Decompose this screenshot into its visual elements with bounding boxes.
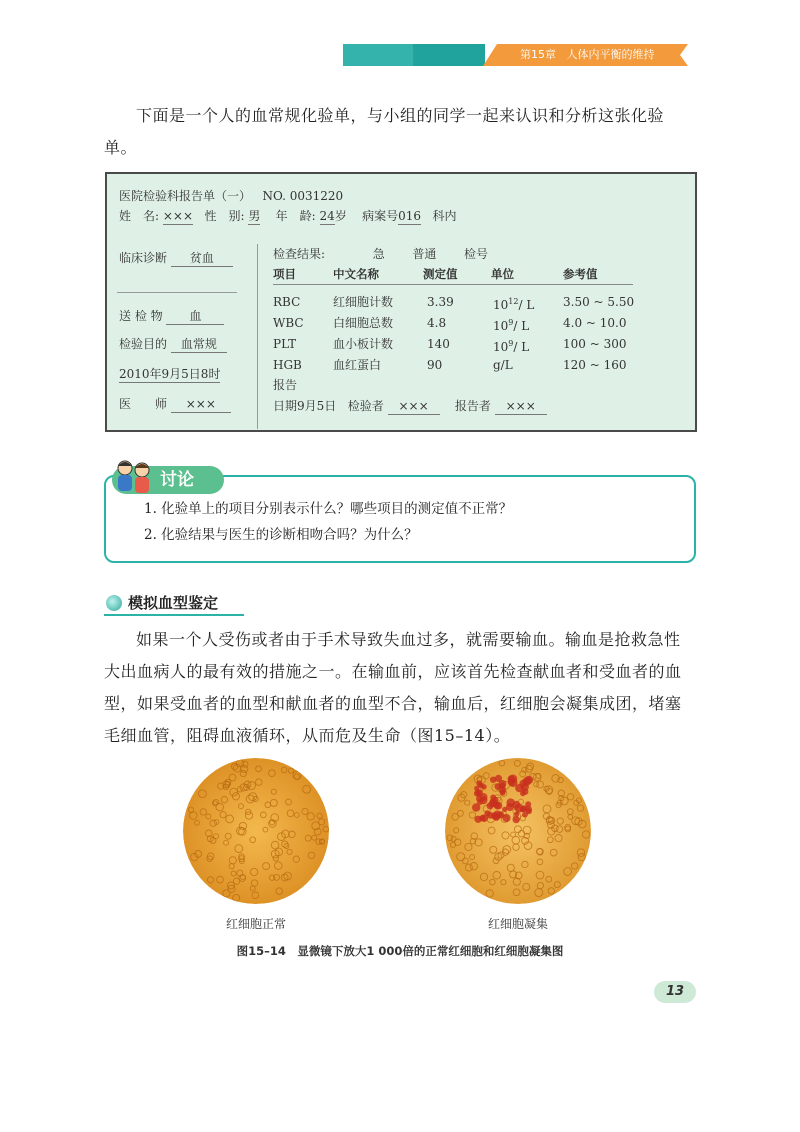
agglutinated-cells-svg: [445, 758, 591, 904]
report-divider-vertical: [257, 244, 258, 429]
header-band-teal-dark: [413, 44, 485, 66]
patient-info: 姓 名: ××× 性 别: 男 年 龄: 24岁 病案号016 科内: [119, 209, 457, 223]
chapter-title: 人体内平衡的维持: [566, 48, 655, 61]
report-title: 医院检验科报告单（一） NO. 0031220: [119, 189, 344, 203]
section-title: 模拟血型鉴定: [128, 594, 219, 612]
patient-name: ×××: [162, 209, 194, 223]
purpose: 检验目的 血常规: [119, 336, 227, 353]
discussion-label: 讨论: [160, 470, 194, 490]
lab-report: 医院检验科报告单（一） NO. 0031220 姓 名: ××× 性 别: 男 年 龄: 24岁 病案号016 科内 临床诊断 贫血 送 检 物 血 检验目的 血常规 2010年9月5日8时 医 师 ××× 检查结果: 急 普通 检号 项目 中文名称 测定值 单位 参考值 RBC 红细胞计数 3.39 $10^{12}/$ L 3.50 ~ 5.50 WBC 白细胞总数 4.8 $10^9/$ L 4.0 ~ 10.0 PLT 血小板计数 140 $10^9/$ L 100 ~ 300 HGB 血红蛋白 90 g/L 120 ~ 160 报告 日期9月5日 检验者 ××× 报告者 ×××: [105, 172, 697, 432]
students-icon: [112, 458, 156, 498]
normal-red-blood-cells-image: [183, 758, 329, 904]
discussion-question-2: 2. 化验结果与医生的诊断相吻合吗？为什么？: [144, 527, 418, 543]
normal-cells-svg: [183, 758, 329, 904]
patient-age: 24: [319, 209, 335, 223]
diagnosis-value: 贫血: [171, 250, 233, 267]
intro-paragraph: 下面是一个人的血常规化验单，与小组的同学一起来认识和分析这张化验单。: [104, 106, 665, 157]
agglutinated-red-blood-cells-image: [445, 758, 591, 904]
page-number: 13: [654, 981, 696, 1003]
doctor-value: ×××: [171, 396, 231, 413]
section-body: 如果一个人受伤或者由于手术导致失血过多，就需要输血。输血是抢救急性大出血病人的最有效的措施之一。在输血前，应该首先检查献血者和受血者的血型，如果受血者的血型和献血者的血型不合，输血后，红细胞会凝集成团，堵塞毛细血管，阻碍血液循环，从而危及生命（图15–14）。: [104, 630, 682, 745]
sample-date: 2010年9月5日8时: [119, 367, 221, 381]
result-header: 检查结果: 急 普通 检号: [273, 247, 489, 261]
sample: 送 检 物 血: [119, 308, 224, 325]
divider: [117, 292, 237, 293]
purpose-value: 血常规: [171, 336, 227, 353]
department: 科内: [432, 209, 457, 223]
running-header: [520, 46, 690, 64]
bullet-icon: [106, 595, 122, 611]
diagnosis: 临床诊断 贫血: [119, 250, 233, 267]
report-number: NO. 0031220: [262, 189, 344, 203]
patient-sex: 男: [248, 209, 261, 223]
caption-agglutinated: 红细胞凝集: [487, 917, 548, 931]
figure-caption: 图15–14 显微镜下放大1 000倍的正常红细胞和红细胞凝集图: [236, 944, 564, 958]
case-number: 016: [398, 209, 422, 223]
section-title-underline: [104, 614, 244, 616]
table-header-line: [273, 284, 633, 285]
discussion-question-1: 1. 化验单上的项目分别表示什么？哪些项目的测定值不正常？: [144, 501, 513, 517]
report-label: 报告: [273, 378, 298, 392]
caption-normal: 红细胞正常: [225, 917, 286, 931]
report-footer: 日期9月5日 检验者 ××× 报告者 ×××: [273, 398, 547, 415]
chapter-number: 第15章: [520, 48, 556, 61]
doctor: 医 师 ×××: [119, 396, 231, 413]
sample-value: 血: [166, 308, 224, 325]
